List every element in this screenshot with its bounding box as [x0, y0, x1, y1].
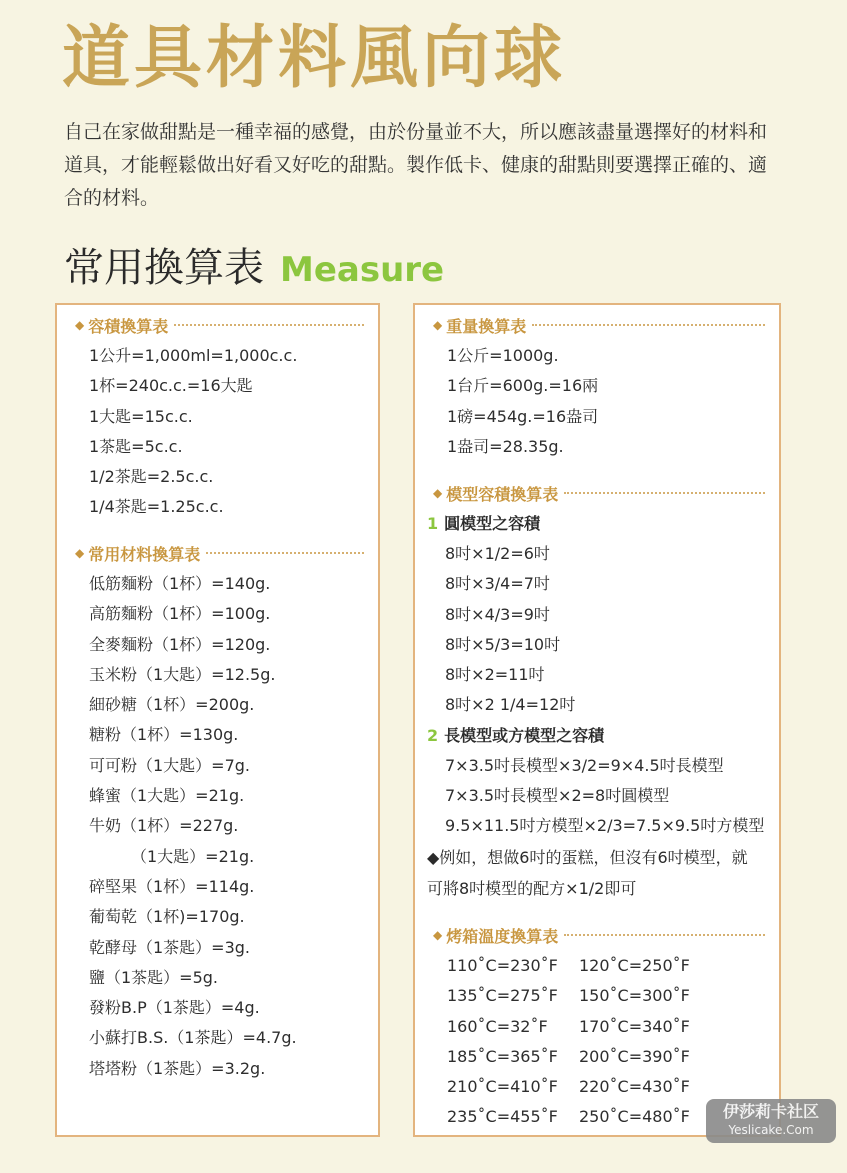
list-item: 8吋×1/2=6吋 — [445, 544, 550, 563]
list-item: 8吋×2=11吋 — [445, 665, 545, 685]
round-mold-subheading: 1 圓模型之容積 — [427, 514, 541, 533]
weight-list — [433, 341, 765, 462]
site-watermark: 伊莎莉卡社区 Yeslicake.Com — [706, 1099, 836, 1143]
list-item: 乾酵母（1茶匙）=3g. — [89, 937, 251, 957]
mold-content — [427, 509, 765, 904]
list-item: 發粉B.P（1茶匙）=4g. — [89, 998, 260, 1018]
weight-table — [433, 313, 765, 462]
dotted-rule — [564, 934, 765, 936]
oven-heading: ◆ 烤箱溫度換算表 — [433, 923, 765, 947]
diamond-bullet-icon: ◆ — [433, 318, 443, 332]
section-heading — [64, 236, 444, 293]
rect-mold-subheading: 2 長模型或方模型之容積 — [427, 725, 605, 745]
left-panel — [55, 303, 380, 1137]
list-item: 1杯=240c.c.=16大匙 — [89, 376, 253, 396]
list-item: 250˚C=480˚F — [579, 1107, 690, 1127]
list-item: 160˚C=32˚F — [447, 1016, 548, 1036]
list-item: 可可粉（1大匙）=7g. — [89, 755, 251, 775]
list-item: 1台斤=600g.=16兩 — [447, 376, 599, 396]
list-item: 220˚C=430˚F — [579, 1077, 690, 1097]
list-item: 低筋麵粉（1杯）=140g. — [89, 574, 271, 593]
dotted-rule — [564, 492, 765, 494]
diamond-bullet-icon: ◆ — [433, 486, 443, 500]
list-item: 135˚C=275˚F — [447, 986, 558, 1006]
list-item: （1大匙）=21g. — [131, 846, 255, 866]
diamond-bullet-icon: ◆ — [75, 318, 85, 332]
list-item: 1茶匙=5c.c. — [89, 436, 183, 456]
dotted-rule — [174, 324, 364, 326]
list-item: 7×3.5吋長模型×3/2=9×4.5吋長模型 — [445, 755, 724, 775]
list-item: 牛奶（1杯）=227g. — [89, 816, 239, 836]
list-item: 高筋麵粉（1杯）=100g. — [89, 604, 271, 624]
list-item: 碎堅果（1杯）=114g. — [89, 876, 255, 896]
list-item: 7×3.5吋長模型×2=8吋圓模型 — [445, 786, 670, 806]
mold-table — [427, 481, 765, 904]
intro-paragraph: 自己在家做甜點是一種幸福的感覺，由於份量並不大，所以應該盡量選擇好的材料和道具，才能輕鬆做出好看又好吃的甜點。製作低卡、健康的甜點則要選擇正確的、適合的材料。 — [64, 121, 768, 209]
diamond-bullet-icon: ◆ — [433, 928, 443, 942]
list-item: 1/4茶匙=1.25c.c. — [89, 497, 224, 517]
materials-heading: ◆ 常用材料換算表 — [75, 541, 364, 565]
page-title: 道具材料風向球 — [62, 18, 567, 98]
list-item: 玉米粉（1大匙）=12.5g. — [89, 664, 276, 684]
list-item: 細砂糖（1杯）=200g. — [89, 695, 255, 715]
list-item: 200˚C=390˚F — [579, 1046, 690, 1066]
list-item: 110˚C=230˚F — [447, 956, 558, 975]
section-title-zh: 常用換算表 — [64, 245, 264, 291]
list-item: 185˚C=365˚F — [447, 1046, 558, 1066]
volume-table — [75, 313, 364, 523]
dotted-rule — [206, 552, 364, 554]
list-item: 1盎司=28.35g. — [447, 436, 564, 456]
list-item: 1磅=454g.=16盎司 — [447, 406, 599, 426]
list-item: 150˚C=300˚F — [579, 986, 690, 1006]
list-item: 葡萄乾（1杯)=170g. — [89, 907, 245, 927]
list-item: 糖粉（1杯）=130g. — [89, 725, 239, 745]
list-item: 1/2茶匙=2.5c.c. — [89, 467, 214, 487]
volume-list — [75, 341, 364, 523]
diamond-bullet-icon: ◆ — [75, 546, 85, 560]
list-item: 1公升=1,000ml=1,000c.c. — [89, 346, 298, 365]
list-item: 蜂蜜（1大匙）=21g. — [89, 786, 245, 806]
list-item: 1大匙=15c.c. — [89, 406, 193, 426]
list-item: 1公斤=1000g. — [447, 346, 559, 365]
dotted-rule — [532, 324, 765, 326]
round-mold-list — [427, 539, 765, 721]
materials-table — [75, 541, 364, 1084]
materials-list — [75, 569, 364, 1084]
list-item: 9.5×11.5吋方模型×2/3=7.5×9.5吋方模型 — [445, 816, 765, 836]
list-item: 8吋×5/3=10吋 — [445, 634, 561, 654]
weight-heading: ◆ 重量換算表 — [433, 313, 765, 337]
list-item: 鹽（1茶匙）=5g. — [89, 967, 219, 987]
list-item: 全麥麵粉（1杯）=120g. — [89, 634, 271, 654]
volume-heading: ◆ 容積換算表 — [75, 313, 364, 337]
rect-mold-list — [427, 751, 765, 842]
list-item: 235˚C=455˚F — [447, 1107, 558, 1127]
list-item: 8吋×2 1/4=12吋 — [445, 695, 576, 715]
list-item: 小蘇打B.S.（1茶匙）=4.7g. — [89, 1028, 297, 1048]
section-title-en: Measure — [280, 250, 445, 290]
list-item: 210˚C=410˚F — [447, 1077, 558, 1097]
right-panel — [413, 303, 781, 1137]
list-item: 170˚C=340˚F — [579, 1016, 690, 1036]
mold-heading: ◆ 模型容積換算表 — [433, 481, 765, 505]
mold-note: ◆例如，想做6吋的蛋糕，但沒有6吋模型，就 可將8吋模型的配方×1/2即可 — [427, 847, 748, 898]
list-item: 8吋×3/4=7吋 — [445, 574, 550, 594]
list-item: 120˚C=250˚F — [579, 956, 690, 975]
list-item: 塔塔粉（1茶匙）=3.2g. — [89, 1058, 266, 1078]
list-item: 8吋×4/3=9吋 — [445, 604, 550, 624]
